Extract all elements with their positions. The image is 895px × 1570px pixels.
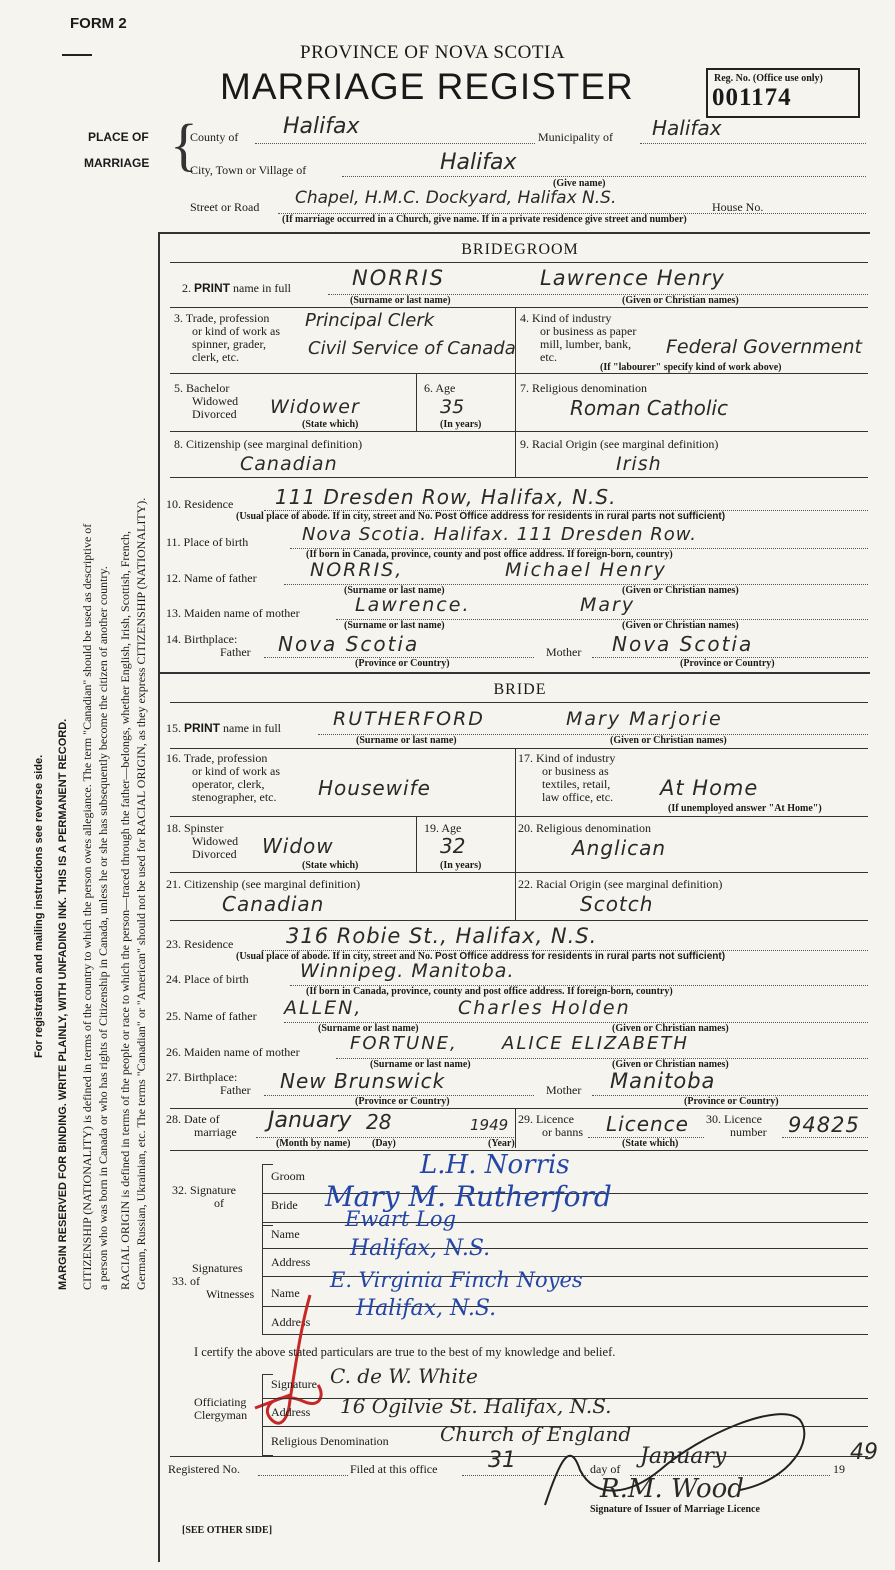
- bride-father-given: Charles Holden: [458, 997, 631, 1019]
- groom-mother-given: Mary: [580, 594, 636, 616]
- groom-industry-hint: (If "labourer" specify kind of work above): [600, 362, 782, 373]
- bride-father-birthplace: New Brunswick: [280, 1069, 446, 1093]
- groom-citizenship-label: 8. Citizenship (see marginal definition): [174, 437, 363, 451]
- clergy-label: Officiating Clergyman: [194, 1395, 248, 1422]
- groom-status-label: 5. Bachelor Widowed Divorced: [174, 381, 239, 421]
- bride-birth: Winnipeg. Manitoba.: [300, 960, 515, 982]
- bride-trade: Housewife: [318, 776, 431, 800]
- groom-mother-word: Mother: [546, 645, 582, 659]
- bride-age-hint: (In years): [440, 860, 482, 871]
- month-hint: (Month by name): [276, 1138, 351, 1149]
- groom-father-given-hint: (Given or Christian names): [622, 585, 739, 596]
- street-note: (If marriage occurred in a Church, give name. If in a private residence give street and number): [282, 214, 687, 225]
- margin-racial-2: German, Russian, Ukrainian, etc. The terms "Canadian" or "American" should not be used for RACIAL ORIGIN, as they express CITIZENSHIP (NATIONALITY).: [134, 497, 148, 1290]
- groom-given: Lawrence Henry: [540, 266, 725, 290]
- bride-mother-given: ALICE ELIZABETH: [502, 1033, 689, 1054]
- bride-heading: BRIDE: [493, 681, 547, 698]
- clergy-denomination-label: Religious Denomination: [271, 1434, 389, 1448]
- margin-mailing: For registration and mailing instructions see reverse side.: [33, 754, 45, 1058]
- bride-age: 32: [440, 834, 466, 858]
- bride-trade-label: 16. Trade, profession or kind of work as operator, clerk, stenographer, etc.: [166, 751, 280, 804]
- w1-name-label: Name: [271, 1227, 300, 1241]
- groom-age-label: 6. Age: [424, 381, 456, 395]
- marriage-day: 28: [366, 1110, 392, 1134]
- groom-birth: Nova Scotia. Halifax. 111 Dresden Row.: [302, 524, 698, 545]
- bride-residence-label: 23. Residence: [166, 937, 234, 951]
- filed-day: 31: [488, 1448, 516, 1473]
- bride-birth-hint: (If born in Canada, province, county and post office address. If foreign-born, country): [306, 986, 673, 997]
- marriage-year: 1949: [470, 1116, 509, 1134]
- groom-citizenship: Canadian: [240, 453, 338, 475]
- groom-father-surname: NORRIS,: [310, 559, 404, 581]
- bride-given: Mary Marjorie: [566, 708, 723, 730]
- page-title: MARRIAGE REGISTER: [220, 66, 634, 107]
- w1-address-label: Address: [271, 1255, 311, 1269]
- groom-mother-birthplace: Nova Scotia: [612, 632, 754, 656]
- county-value: Halifax: [283, 114, 360, 139]
- certify-text: I certify the above stated particulars are true to the best of my knowledge and belief.: [194, 1345, 616, 1359]
- groom-father-surname-hint: (Surname or last name): [344, 585, 445, 596]
- w2-name-label: Name: [271, 1286, 300, 1300]
- year-suffix: 49: [850, 1440, 878, 1465]
- margin-racial-1: RACIAL ORIGIN is defined in terms of the people or race to which the person—traced through the father—belongs, whether English, Irish, Scottish, French,: [118, 530, 132, 1290]
- groom-trade-1: Principal Clerk: [305, 310, 435, 331]
- bride-mother-word: Mother: [546, 1083, 582, 1097]
- groom-residence-label: 10. Residence: [166, 497, 234, 511]
- groom-age: 35: [440, 396, 465, 418]
- house-label: House No.: [712, 200, 764, 214]
- county-label: County of: [190, 130, 239, 144]
- licence-label: 29. Licence or banns: [518, 1112, 583, 1139]
- groom-religion-label: 7. Religious denomination: [520, 381, 647, 395]
- groom-trade-2: Civil Service of Canada: [308, 338, 516, 359]
- bride-given-hint: (Given or Christian names): [610, 735, 727, 746]
- registered-no-label: Registered No.: [168, 1462, 240, 1476]
- clergy-denomination: Church of England: [440, 1422, 632, 1446]
- filed-label: Filed at this office: [350, 1462, 438, 1476]
- groom-mother-province-hint: (Province or Country): [680, 658, 775, 669]
- groom-surname-hint: (Surname or last name): [350, 295, 451, 306]
- groom-status-hint: (State which): [302, 419, 359, 430]
- licence-value: Licence: [606, 1112, 689, 1136]
- groom-mother-given-hint: (Given or Christian names): [622, 620, 739, 631]
- bride-status-hint: (State which): [302, 860, 359, 871]
- day-of-label: day of: [590, 1462, 621, 1476]
- groom-father-province-hint: (Province or Country): [355, 658, 450, 669]
- bride-birth-label: 24. Place of birth: [166, 972, 249, 986]
- groom-age-hint: (In years): [440, 419, 482, 430]
- bride-mother-given-hint: (Given or Christian names): [612, 1059, 729, 1070]
- groom-mother-label: 13. Maiden name of mother: [166, 606, 300, 620]
- clergy-signature: C. de W. White: [330, 1364, 478, 1388]
- witness2-address: Halifax, N.S.: [356, 1296, 497, 1321]
- witnesses-label: Signatures 33. of Witnesses: [172, 1261, 255, 1301]
- licence-number-value: 94825: [788, 1113, 860, 1137]
- groom-birth-hint: (If born in Canada, province, county and post office address. If foreign-born, country): [306, 549, 673, 560]
- bride-father-surname: ALLEN,: [284, 997, 363, 1019]
- bride-status: Widow: [262, 834, 334, 858]
- bride-name-label: 15. PRINT name in full: [166, 721, 281, 735]
- bride-citizenship: Canadian: [222, 892, 325, 916]
- marriage-month: January: [268, 1108, 352, 1133]
- clergy-signature-label: Signature: [271, 1377, 317, 1391]
- reg-no-box: [706, 68, 860, 118]
- bride-industry-label: 17. Kind of industry or business as textiles, retail, law office, etc.: [518, 751, 616, 804]
- groom-religion: Roman Catholic: [570, 396, 728, 420]
- clergy-address: 16 Ogilvie St. Halifax, N.S.: [340, 1394, 612, 1418]
- municipality-value: Halifax: [652, 116, 722, 140]
- bride-mother-birthplace: Manitoba: [610, 1069, 716, 1093]
- see-other-side: [SEE OTHER SIDE]: [182, 1525, 273, 1536]
- filed-month: January: [640, 1444, 727, 1469]
- licence-state-hint: (State which): [622, 1138, 679, 1149]
- bride-surname: RUTHERFORD: [333, 708, 485, 730]
- marriage-date-label: 28. Date of marriage: [166, 1112, 237, 1139]
- marriage-label: MARRIAGE: [84, 156, 150, 170]
- bride-birthplace-label: 27. Birthplace: Father: [166, 1070, 251, 1097]
- groom-industry: Federal Government: [666, 336, 862, 358]
- witness1-address: Halifax, N.S.: [350, 1236, 491, 1261]
- clergy-address-label: Address: [271, 1405, 311, 1419]
- bride-father-surname-hint: (Surname or last name): [318, 1023, 419, 1034]
- issuer-signature: R.M. Wood: [600, 1474, 744, 1504]
- bride-father-given-hint: (Given or Christian names): [612, 1023, 729, 1034]
- groom-mother-surname: Lawrence.: [355, 594, 471, 616]
- groom-trade-label: 3. Trade, profession or kind of work as spinner, grader, clerk, etc.: [174, 311, 280, 364]
- bridegroom-heading: BRIDEGROOM: [461, 241, 579, 258]
- municipality-label: Municipality of: [538, 130, 613, 144]
- groom-given-hint: (Given or Christian names): [622, 295, 739, 306]
- margin-binding: MARGIN RESERVED FOR BINDING. WRITE PLAINLY, WITH UNFADING INK. THIS IS A PERMANENT RECORD.: [57, 718, 69, 1290]
- bride-mother-label: 26. Maiden name of mother: [166, 1045, 300, 1059]
- groom-father-label: 12. Name of father: [166, 571, 257, 585]
- bride-residence-hint: (Usual place of abode. If in city, street and No. Post Office address for residents in rural parts not sufficient): [236, 951, 726, 962]
- groom-surname: NORRIS: [352, 266, 445, 290]
- margin-citizenship-1: CITIZENSHIP (NATIONALITY) is defined in terms of the country to which the person owes allegiance. The term "Canadian" should be used as descriptive of: [80, 523, 94, 1290]
- bride-father-province-hint: (Province or Country): [355, 1096, 450, 1107]
- groom-birth-label: 11. Place of birth: [166, 535, 249, 549]
- issuer-flourish: [540, 1380, 810, 1510]
- groom-racial: Irish: [616, 453, 662, 475]
- groom-sig-label: Groom: [271, 1169, 305, 1183]
- place-brace: {: [170, 112, 198, 177]
- bride-signature: Mary M. Rutherford: [325, 1180, 612, 1213]
- year-hint: (Year): [488, 1138, 515, 1149]
- bride-religion-label: 20. Religious denomination: [518, 821, 651, 835]
- w2-address-label: Address: [271, 1315, 311, 1329]
- groom-father-birthplace: Nova Scotia: [278, 632, 420, 656]
- groom-industry-label: 4. Kind of industry or business as paper mill, lumber, bank, etc.: [520, 311, 637, 364]
- bride-citizenship-label: 21. Citizenship (see marginal definition): [166, 877, 361, 891]
- reg-no-value: 001174: [712, 84, 792, 111]
- year-prefix: 19: [833, 1462, 845, 1476]
- groom-status: Widower: [270, 396, 360, 418]
- bride-religion: Anglican: [572, 836, 667, 860]
- city-value: Halifax: [440, 150, 517, 175]
- bride-mother-surname: FORTUNE,: [350, 1033, 458, 1054]
- signature-of-label: 32. Signature of: [172, 1183, 236, 1210]
- bride-industry: At Home: [660, 776, 759, 800]
- place-label: PLACE OF: [88, 130, 149, 144]
- street-label: Street or Road: [190, 200, 260, 214]
- groom-name-label: 2. PRINT name in full: [182, 281, 291, 295]
- groom-racial-label: 9. Racial Origin (see marginal definition): [520, 437, 719, 451]
- groom-father-given: Michael Henry: [505, 559, 667, 581]
- bride-mother-province-hint: (Province or Country): [684, 1096, 779, 1107]
- groom-mother-surname-hint: (Surname or last name): [344, 620, 445, 631]
- groom-residence: 111 Dresden Row, Halifax, N.S.: [275, 485, 617, 509]
- licence-number-label: 30. Licence number: [706, 1112, 767, 1139]
- street-value: Chapel, H.M.C. Dockyard, Halifax N.S.: [295, 188, 617, 208]
- groom-signature: L.H. Norris: [420, 1150, 570, 1180]
- witness1-name: Ewart Log: [345, 1207, 457, 1231]
- day-hint: (Day): [372, 1138, 396, 1149]
- bride-residence: 316 Robie St., Halifax, N.S.: [286, 924, 598, 948]
- bride-racial: Scotch: [580, 892, 654, 916]
- form-number: FORM 2: [70, 15, 127, 32]
- groom-residence-hint: (Usual place of abode. If in city, street and No. Post Office address for residents in rural parts not sufficient): [236, 511, 726, 522]
- province-title: PROVINCE OF NOVA SCOTIA: [300, 42, 566, 63]
- witness2-name: E. Virginia Finch Noyes: [330, 1268, 583, 1292]
- bride-surname-hint: (Surname or last name): [356, 735, 457, 746]
- bride-sig-label: Bride: [271, 1198, 298, 1212]
- bride-age-label: 19. Age: [424, 821, 462, 835]
- reg-no-label: Reg. No. (Office use only): [714, 73, 823, 84]
- issuer-label: Signature of Issuer of Marriage Licence: [590, 1504, 760, 1515]
- bride-mother-surname-hint: (Surname or last name): [370, 1059, 471, 1070]
- city-label: City, Town or Village of: [190, 163, 307, 177]
- give-name-hint: (Give name): [553, 178, 606, 189]
- bride-industry-hint: (If unemployed answer "At Home"): [668, 803, 822, 814]
- groom-birthplace-label: 14. Birthplace: Father: [166, 632, 251, 659]
- bride-status-label: 18. Spinster Widowed Divorced: [166, 821, 239, 861]
- form-mark: [62, 54, 92, 56]
- bride-father-label: 25. Name of father: [166, 1009, 257, 1023]
- margin-citizenship-2: a person who was born in Canada or who has rights of Citizenship in Canada, unless he or she has subsequently become the citizen of another country.: [96, 566, 110, 1290]
- bride-racial-label: 22. Racial Origin (see marginal definition): [518, 877, 723, 891]
